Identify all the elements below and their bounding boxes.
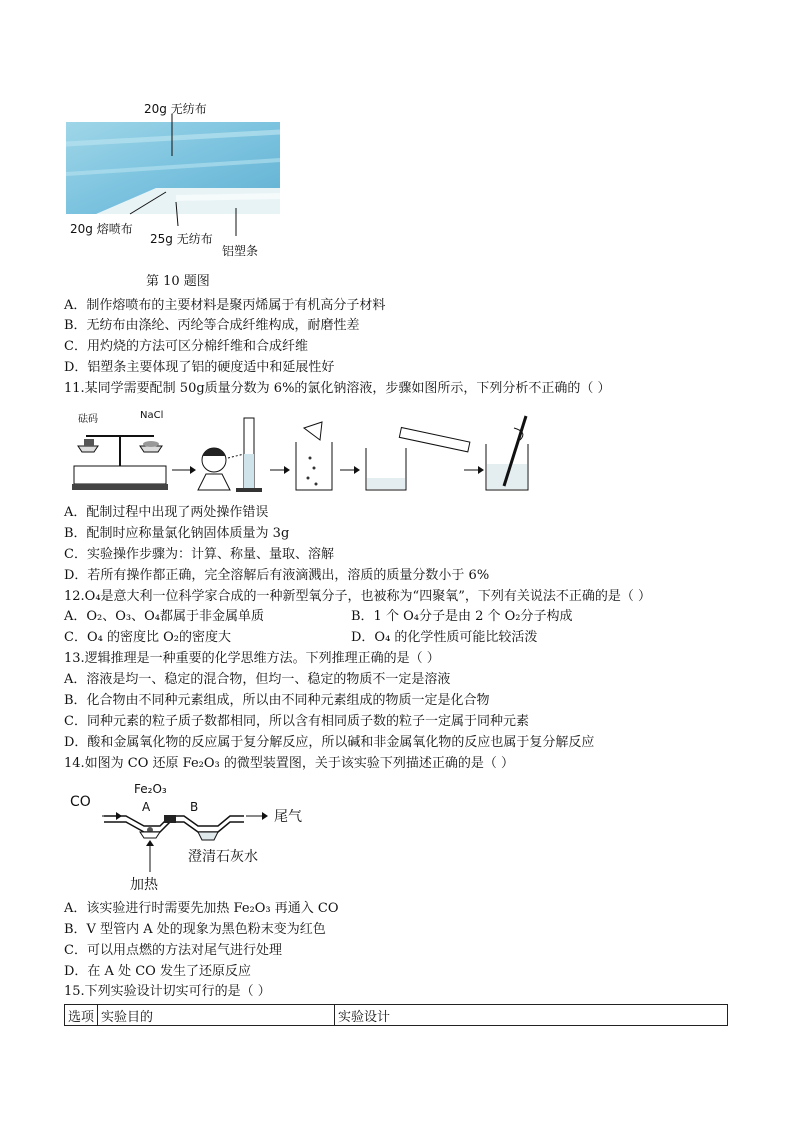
q13-option-d: D．酸和金属氧化物的反应属于复分解反应，所以碱和非金属氧化物的反应也属于复分解反应 — [64, 735, 595, 750]
label-tail-gas: 尾气 — [274, 809, 302, 825]
mask-figure — [66, 96, 286, 266]
q15-table — [64, 1004, 728, 1026]
q12-option-a: A．O₂、O₃、O₄都属于非金属单质 — [64, 609, 264, 624]
q13-option-b: B．化合物由不同种元素组成，所以由不同种元素组成的物质一定是化合物 — [64, 693, 490, 708]
label-25g-nonwoven: 25g 无纺布 — [150, 232, 213, 246]
q10-option-d: D．铝塑条主要体现了铝的硬度适中和延展性好 — [64, 360, 335, 375]
q13-stem: 13.逻辑推理是一种重要的化学思维方法。下列推理正确的是（ ） — [64, 651, 440, 666]
q12-stem: 12.O₄是意大利一位科学家合成的一种新型氧分子，也被称为“四聚氧”，下列有关说法不正确的是（ ） — [64, 589, 651, 604]
table-header-row — [65, 1005, 728, 1026]
label-point-a: A — [142, 800, 151, 814]
q12-option-d: D．O₄ 的化学性质可能比较活泼 — [351, 630, 538, 645]
label-nacl: NaCl — [140, 410, 164, 421]
label-limewater: 澄清石灰水 — [188, 849, 258, 865]
label-point-b: B — [190, 800, 199, 814]
q13-option-c: C．同种元素的粒子质子数都相同，所以含有相同质子数的粒子一定属于同种元素 — [64, 714, 529, 729]
label-aluminum-strip: 铝塑条 — [222, 244, 259, 258]
q10-option-c: C．用灼烧的方法可区分棉纤维和合成纤维 — [64, 339, 308, 354]
co-reduction-apparatus — [64, 782, 324, 894]
figure-caption-10: 第 10 题图 — [146, 274, 210, 289]
header-purpose: 实验目的 — [98, 1005, 335, 1026]
q15-stem: 15.下列实验设计切实可行的是（ ） — [64, 984, 271, 999]
q10-option-a: A．制作熔喷布的主要材料是聚丙烯属于有机高分子材料 — [64, 298, 386, 313]
q11-option-c: C．实验操作步骤为：计算、称量、量取、溶解 — [64, 547, 334, 562]
q11-stem: 11.某同学需要配制 50g质量分数为 6%的氯化钠溶液，步骤如图所示，下列分析不正确的（ ） — [64, 381, 611, 396]
q14-option-c: C．可以用点燃的方法对尾气进行处理 — [64, 943, 282, 958]
v-tube-apparatus — [64, 782, 324, 894]
q11-option-b: B．配制时应称量氯化钠固体质量为 3g — [64, 526, 290, 541]
q13-option-a: A．溶液是均一、稳定的混合物，但均一、稳定的物质不一定是溶液 — [64, 672, 451, 687]
q10-option-b: B．无纺布由涤纶、丙纶等合成纤维构成，耐磨性差 — [64, 318, 360, 333]
label-heat: 加热 — [130, 877, 158, 893]
solution-prep-figure — [70, 408, 550, 494]
header-design: 实验设计 — [335, 1005, 728, 1026]
q14-option-d: D．在 A 处 CO 发生了还原反应 — [64, 964, 251, 979]
q11-option-a: A．配制过程中出现了两处操作错误 — [64, 505, 269, 520]
header-option: 选项 — [65, 1005, 98, 1026]
q12-option-b: B．1 个 O₄分子是由 2 个 O₂分子构成 — [351, 609, 573, 624]
q14-option-a: A．该实验进行时需要先加热 Fe₂O₃ 再通入 CO — [64, 901, 339, 916]
label-20g-meltblown: 20g 熔喷布 — [70, 222, 133, 236]
q11-option-d: D．若所有操作都正确，完全溶解后有液滴溅出，溶质的质量分数小于 6% — [64, 568, 490, 583]
label-co: CO — [70, 794, 91, 810]
q14-stem: 14.如图为 CO 还原 Fe₂O₃ 的微型装置图，关于该实验下列描述正确的是（ ） — [64, 756, 515, 771]
label-weights: 砝码 — [78, 414, 98, 425]
q14-option-b: B．V 型管内 A 处的现象为黑色粉末变为红色 — [64, 922, 326, 937]
q12-option-c: C．O₄ 的密度比 O₂的密度大 — [64, 630, 231, 645]
label-fe2o3: Fe₂O₃ — [134, 782, 167, 796]
label-20g-nonwoven: 20g 无纺布 — [144, 102, 207, 116]
